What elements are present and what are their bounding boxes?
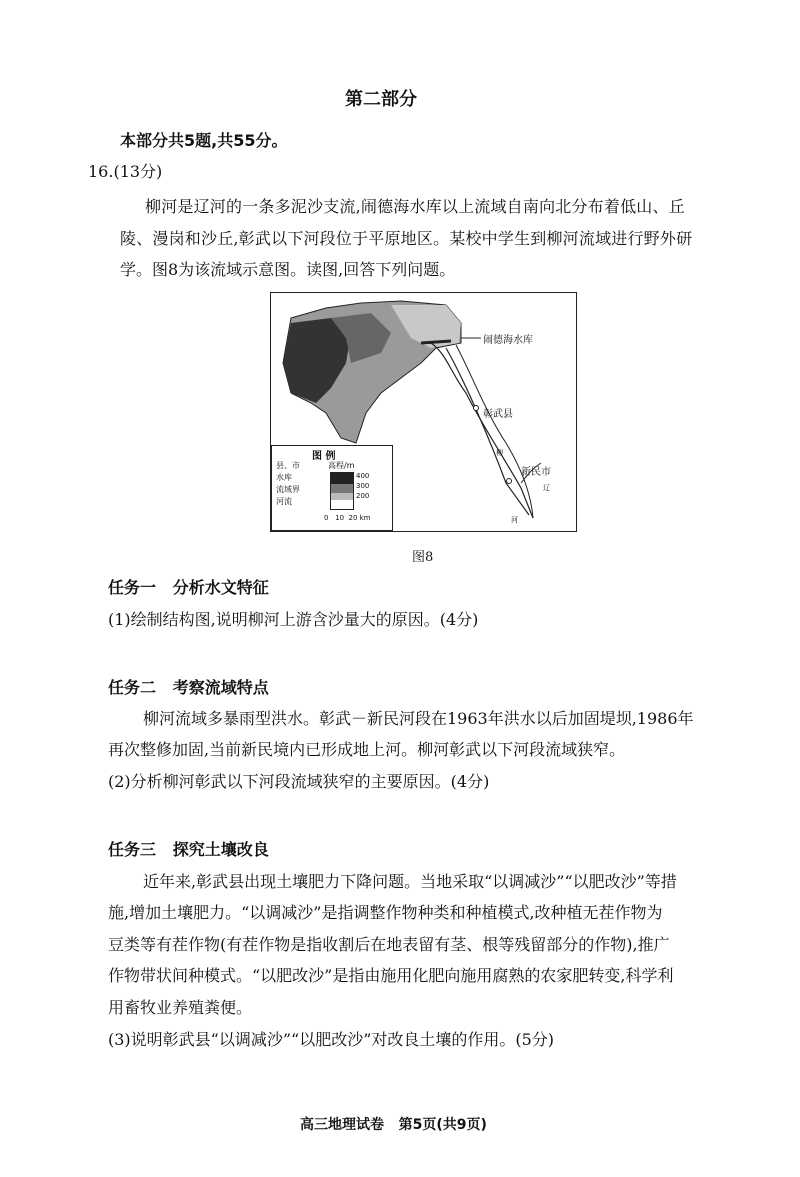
- intro-line: 学。图8为该流域示意图。读图,回答下列问题。: [120, 260, 456, 279]
- legend-boundary: 流域界: [276, 485, 300, 494]
- legend-river: 河流: [276, 497, 292, 506]
- page-footer: 高三地理试卷 第5页(共9页): [300, 1117, 487, 1133]
- task3-para-line: 近年来,彰武县出现土壤肥力下降问题。当地采取“以调减沙”“以肥改沙”等措: [143, 872, 677, 891]
- legend-reservoir: 水库: [276, 473, 292, 482]
- figure-caption: 图8: [412, 550, 434, 565]
- task1-question: (1)绘制结构图,说明柳河上游含沙量大的原因。(4分): [108, 610, 479, 629]
- intro-line: 陵、漫岗和沙丘,彰武以下河段位于平原地区。某校中学生到柳河流域进行野外研: [120, 229, 693, 248]
- section-title: 第二部分: [345, 89, 417, 110]
- question-number: 16.(13分): [88, 162, 163, 181]
- intro-line: 柳河是辽河的一条多泥沙支流,闹德海水库以上流域自南向北分布着低山、丘: [145, 197, 685, 216]
- task3-para-line: 作物带状间种模式。“以肥改沙”是指由施用化肥向施用腐熟的农家肥转变,科学利: [108, 966, 674, 985]
- task2-title: 任务二 考察流域特点: [108, 678, 269, 697]
- elevation-scale-bar: [330, 472, 354, 510]
- task3-para-line: 豆类等有茬作物(有茬作物是指收割后在地表留有茎、根等残留部分的作物),推广: [108, 935, 670, 954]
- map-legend: [271, 445, 393, 531]
- task2-question: (2)分析柳河彰武以下河段流域狭窄的主要原因。(4分): [108, 772, 490, 791]
- task2-para-line: 柳河流域多暴雨型洪水。彰武－新民河段在1963年洪水以后加固堤坝,1986年: [143, 709, 694, 728]
- task2-para-line: 再次整修加固,当前新民境内已形成地上河。柳河彰武以下河段流域狭窄。: [108, 740, 626, 759]
- scale-bar: 0 10 20 km: [324, 514, 371, 522]
- figure-8-map: [270, 292, 577, 532]
- task3-para-line: 用畜牧业养殖粪便。: [108, 998, 253, 1017]
- level-label: 300: [356, 482, 370, 490]
- label-river: 辽: [543, 484, 550, 492]
- label-city: 新民市: [521, 467, 551, 478]
- label-river: 河: [511, 516, 518, 524]
- label-county: 彰武县: [483, 409, 513, 420]
- section-note: 本部分共5题,共55分。: [120, 131, 288, 150]
- legend-elevation: 高程/m: [328, 461, 355, 470]
- task3-para-line: 施,增加土壤肥力。“以调减沙”是指调整作物种类和种植模式,改种植无茬作物为: [108, 903, 663, 922]
- level-label: 200: [356, 492, 370, 500]
- legend-title: 图 例: [312, 451, 336, 462]
- legend-county-city: 县、市: [276, 461, 300, 470]
- label-river: 柳: [496, 449, 503, 457]
- task3-question: (3)说明彰武县“以调减沙”“以肥改沙”对改良土壤的作用。(5分): [108, 1030, 555, 1049]
- level-label: 400: [356, 472, 370, 480]
- label-reservoir: 闹德海水库: [483, 335, 533, 346]
- task3-title: 任务三 探究土壤改良: [108, 840, 269, 859]
- task1-title: 任务一 分析水文特征: [108, 578, 269, 597]
